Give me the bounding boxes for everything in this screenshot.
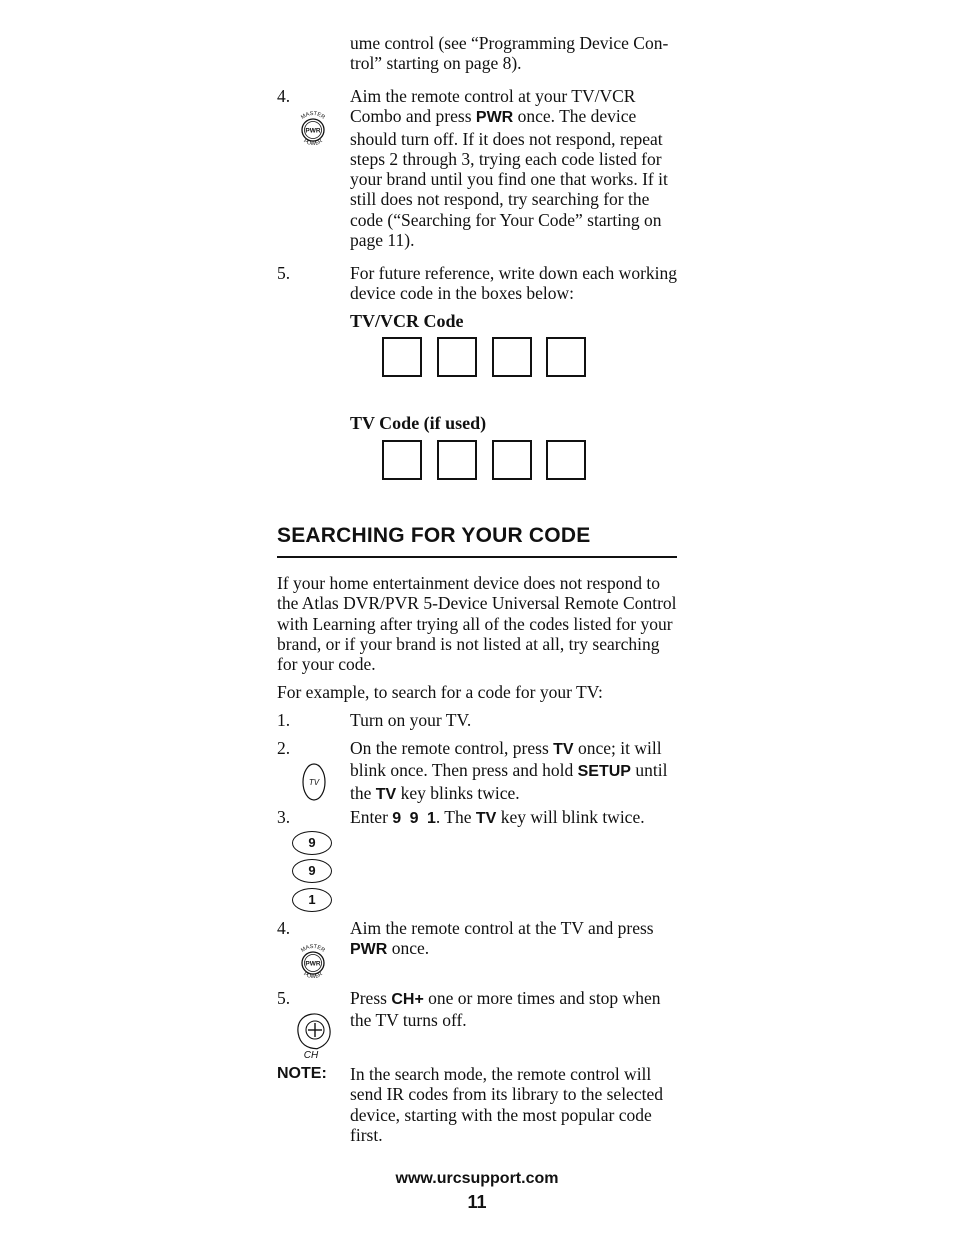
svg-text:PWR: PWR <box>305 127 321 135</box>
continuation-text: ume control (see “Programming Device Con- trol” starting on page 8). <box>350 33 669 74</box>
code-box[interactable] <box>437 337 477 377</box>
svg-text:MASTER: MASTER <box>300 943 326 954</box>
digit-9-key-icon: 9 <box>292 859 332 883</box>
step-number: 4. <box>277 86 291 106</box>
digit-1-key-icon: 1 <box>292 888 332 912</box>
step-number: 1. <box>277 710 291 730</box>
note-text: In the search mode, the remote control will send IR codes from its library to the selected device, starting with the most popular code first. <box>350 1064 663 1145</box>
tv-code-label: TV Code (if used) <box>350 413 487 433</box>
power-key-icon <box>293 108 333 152</box>
power-key-icon <box>293 941 333 985</box>
svg-text:TV: TV <box>308 778 320 787</box>
intro-paragraph: If your home entertainment device does not respond to the Atlas DVR/PVR 5-Device Universal Remote Control with Learning after trying all of the codes listed for your brand, or if your brand is not listed at all, try searching for your code. <box>277 573 677 675</box>
step3-text: Enter 9 9 1. The TV key will blink twice. <box>350 807 645 827</box>
code-box[interactable] <box>492 337 532 377</box>
svg-text:POWER: POWER <box>302 138 324 148</box>
step2-text: On the remote control, press TV once; it will blink once. Then press and hold SETUP until the TV key blinks twice. <box>350 738 668 803</box>
digit-9-key-icon: 9 <box>292 831 332 855</box>
note-label: NOTE: <box>277 1065 327 1082</box>
step-number: 5. <box>277 988 291 1008</box>
code-box[interactable] <box>546 440 586 480</box>
step5b-text: Press CH+ one or more times and stop when the TV turns off. <box>350 988 661 1031</box>
svg-text:CH: CH <box>303 1050 319 1061</box>
code-box[interactable] <box>437 440 477 480</box>
page-number: 11 <box>467 1192 487 1212</box>
code-box[interactable] <box>546 337 586 377</box>
step4b-text: Aim the remote control at the TV and press PWR once. <box>350 918 654 959</box>
channel-up-key-icon <box>294 1011 334 1061</box>
svg-text:POWER: POWER <box>302 971 324 981</box>
step5-text: For future reference, write down each working device code in the boxes below: <box>350 263 678 304</box>
section-heading: SEARCHING FOR YOUR CODE <box>277 524 591 547</box>
code-box[interactable] <box>382 337 422 377</box>
code-box[interactable] <box>382 440 422 480</box>
footer-url[interactable]: www.urcsupport.com <box>395 1170 559 1187</box>
tvvcr-code-label: TV/VCR Code <box>350 311 464 331</box>
step1-text: Turn on your TV. <box>350 710 472 730</box>
svg-text:PWR: PWR <box>305 960 321 968</box>
code-box[interactable] <box>492 440 532 480</box>
tv-key-icon <box>300 762 328 802</box>
step4-text: Aim the remote control at your TV/VCR Combo and press PWR once. The device should turn off. If it does not respond, repeat steps 2 through 3, trying each code listed for your brand until you find one that works. If it still does not respond, try searching for the code (“Searching for Your Code” starting on page 11). <box>350 86 668 251</box>
svg-text:MASTER: MASTER <box>300 110 326 121</box>
step-number: 3. <box>277 807 291 827</box>
heading-rule <box>277 556 677 558</box>
step-number: 5. <box>277 263 291 283</box>
step-number: 2. <box>277 738 291 758</box>
example-text: For example, to search for a code for your TV: <box>277 682 603 702</box>
step-number: 4. <box>277 918 291 938</box>
